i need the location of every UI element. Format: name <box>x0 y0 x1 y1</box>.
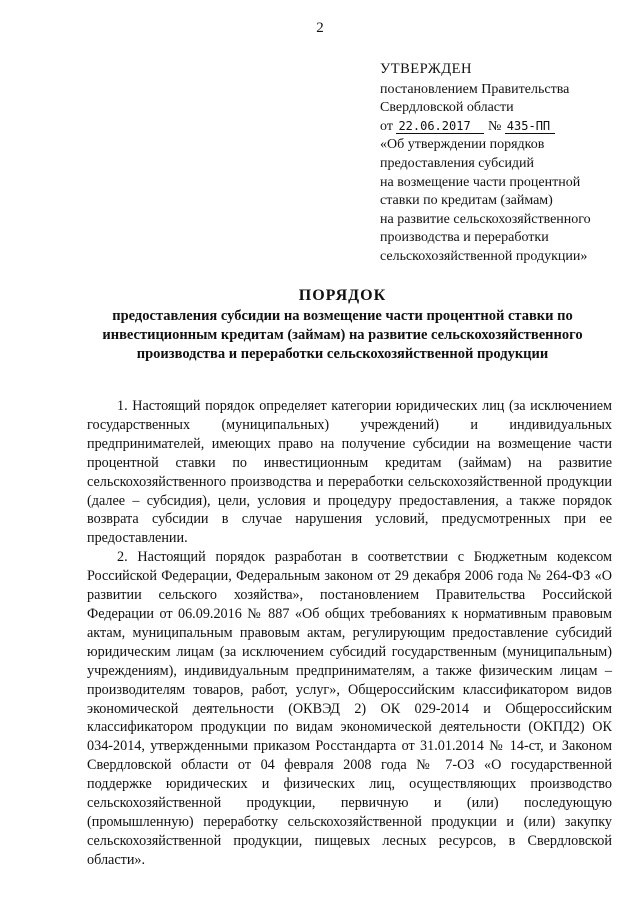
approval-date-row <box>380 118 630 137</box>
approval-ref-line: на возмещение части процентной <box>380 174 581 190</box>
approval-stamp <box>380 60 630 267</box>
date-value: 22.06.2017 <box>396 119 484 134</box>
approval-ref-line: на развитие сельскохозяйственного <box>380 211 591 227</box>
approval-ref-line: производства и переработки <box>380 230 549 246</box>
approval-ref-line: сельскохозяйственной продукции» <box>380 248 588 264</box>
document-subtitle: предоставления субсидии на возмещение части процентной ставки по инвестиционным кредитам (займам) на развитие сельскохозяйственного производства и переработки сельскохозяйственной продукции <box>102 308 583 362</box>
approval-heading: УТВЕРЖДЕН <box>380 61 472 77</box>
document-body <box>87 397 612 870</box>
approval-ref-line: предоставления субсидий <box>380 155 535 171</box>
paragraph-2: 2. Настоящий порядок разработан в соответствии с Бюджетным кодексом Российской Федерации, Федеральным законом от 29 декабря 2006 года № 264-ФЗ «О развитии сельского хозяйства», постановлением Правительства Российской Федерации от 06.09.2016 № 887 «Об общих требованиях к нормативным правовым актам, муниципальным правовым актам, регулирующим предоставление субсидий юридическим лицам (за исключением субсидий государственным (муниципальным) учреждениям), индивидуальным предпринимателям, а также физическим лицам – производителям товаров, работ, услуг», Общероссийским классификатором видов экономической деятельности (ОКВЭД 2) ОК 029-2014 и Общероссийским классификатором продукции по видам экономической деятельности (ОКПД2) ОК 034-2014, утвержденными приказом Росстандарта от 31.01.2014 № 14-ст, и Законом Свердловской области от 04 февраля 2008 года № 7-ОЗ «О государственной поддержке юридических и физических лиц, осуществляющих производство сельскохозяйственной продукции, первичную и (или) последующую (промышленную) переработку сельскохозяйственной продукции и (или) закупку сельскохозяйственной продукции, пищевых лесных ресурсов, в Свердловской области». <box>87 549 612 868</box>
approval-ref-line: «Об утверждении порядков <box>380 137 545 153</box>
document-title: ПОРЯДОК <box>298 287 387 304</box>
number-prefix: № <box>487 118 502 134</box>
number-value: 435-ПП <box>505 119 555 134</box>
page-number: 2 <box>316 20 324 36</box>
date-prefix: от <box>380 118 393 134</box>
approval-line-2: Свердловской области <box>380 100 514 116</box>
approval-line-1: постановлением Правительства <box>380 81 570 97</box>
approval-ref-line: ставки по кредитам (займам) <box>380 193 553 209</box>
paragraph-1: 1. Настоящий порядок определяет категории юридических лиц (за исключением государственных (муниципальных) учреждений) и индивидуальных предпринимателей, имеющих право на получение субсидии на возмещение части процентной ставки по инвестиционным кредитам (займам) на развитие сельскохозяйственного производства и переработки сельскохозяйственной продукции (далее – субсидия), цели, условия и процедуру предоставления, а также порядок возврата субсидии в случае нарушения условий, предусмотренных при ее предоставлении. <box>87 398 612 547</box>
